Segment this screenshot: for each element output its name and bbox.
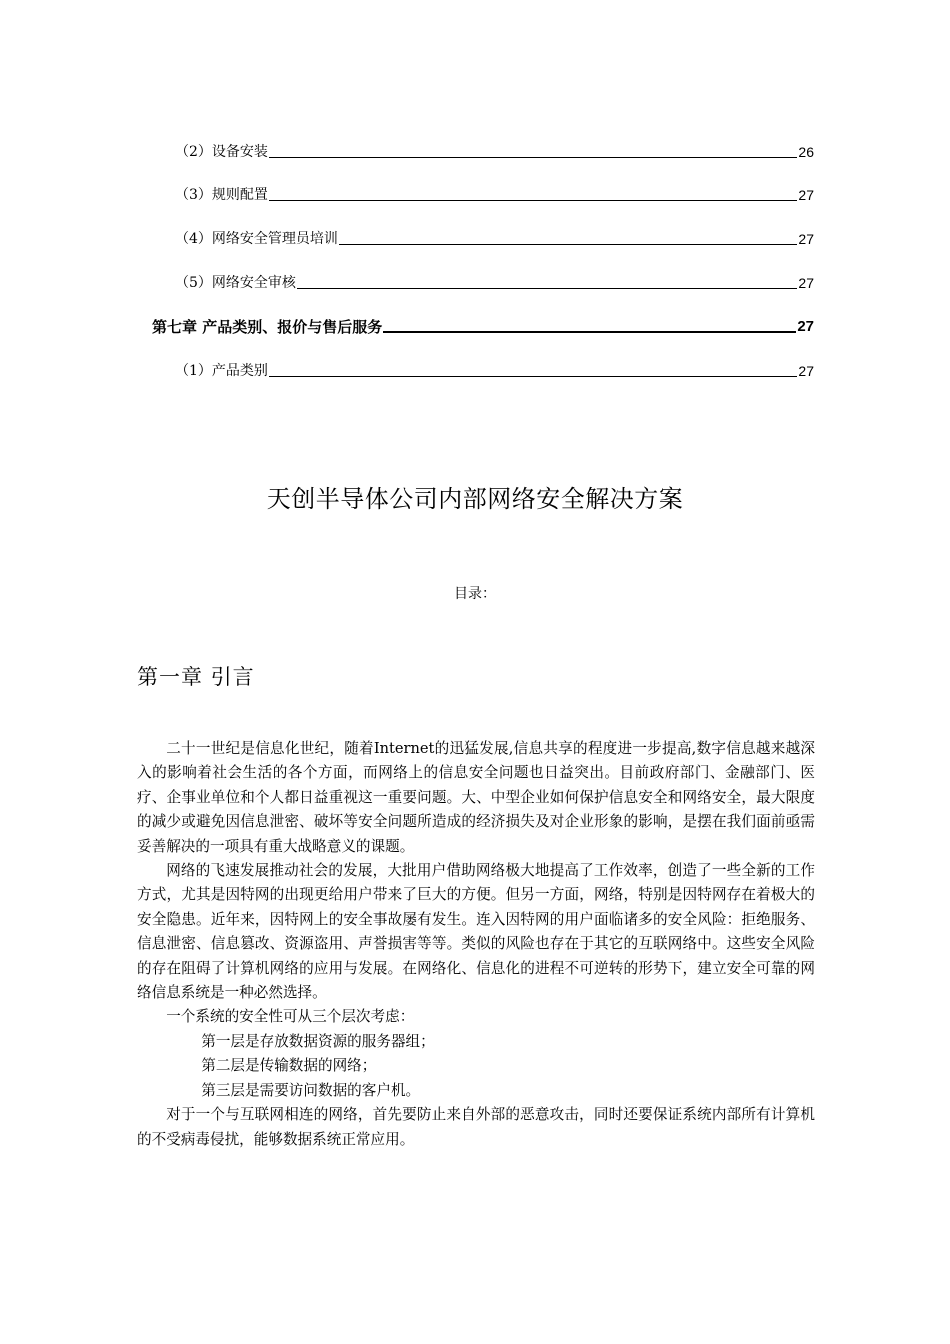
toc-entry[interactable]	[175, 139, 814, 161]
toc-heading: 目录：	[454, 586, 496, 602]
body-text	[137, 737, 815, 1152]
toc-entry[interactable]	[175, 226, 814, 248]
toc-entry-page: 27	[798, 275, 814, 291]
document-title: 天创半导体公司内部网络安全解决方案	[266, 485, 684, 513]
paragraph: 一个系统的安全性可从三个层次考虑：	[166, 1008, 415, 1026]
toc-entry-page: 27	[798, 187, 814, 203]
toc-leader-line	[269, 200, 798, 201]
toc-entry-label: （1）产品类别	[175, 363, 268, 379]
toc-leader-line	[297, 288, 798, 289]
toc-chapter-entry[interactable]	[152, 314, 814, 336]
toc-entry-label: 第七章 产品类别、报价与售后服务	[152, 318, 383, 336]
toc-entry-page: 27	[798, 231, 814, 247]
toc-leader-line	[339, 244, 798, 245]
toc-entry[interactable]	[175, 358, 814, 380]
paragraph: 网络的飞速发展推动社会的发展，大批用户借助网络极大地提高了工作效率，创造了一些全新的工作方式，尤其是因特网的出现更给用户带来了巨大的方便。但另一方面，网络，特别是因特网存在着极大的安全隐患。近年来，因特网上的安全事故屡有发生。连入因特网的用户面临诸多的安全风险：拒绝服务、信息泄密、信息篡改、资源盗用、声誉损害等等。类似的风险也存在于其它的互联网络中。这些安全风险的存在阻碍了计算机网络的应用与发展。在网络化、信息化的进程不可逆转的形势下，建立安全可靠的网络信息系统是一种必然选择。	[137, 862, 815, 1002]
toc-entry-label: （4）网络安全管理员培训	[175, 231, 338, 247]
toc-entry-label: （3）规则配置	[175, 187, 268, 203]
toc-leader-line	[269, 376, 798, 377]
paragraph: 对于一个与互联网相连的网络，首先要防止来自外部的恶意攻击，同时还要保证系统内部所有计算机的不受病毒侵扰，能够数据系统正常应用。	[137, 1106, 815, 1148]
toc-entry[interactable]	[175, 182, 814, 204]
toc-entry[interactable]	[175, 270, 814, 292]
paragraph: 二十一世纪是信息化世纪，随着Internet的迅猛发展,信息共享的程度进一步提高,数字信息越来越深入的影响着社会生活的各个方面，而网络上的信息安全问题也日益突出。目前政府部门、金融部门、医疗、企事业单位和个人都日益重视这一重要问题。大、中型企业如何保护信息安全和网络安全，最大限度的减少或避免因信息泄密、破坏等安全问题所造成的经济损失及对企业形象的影响，是摆在我们面前亟需妥善解决的一项具有重大战略意义的课题。	[137, 740, 815, 855]
layer-item: 第一层是存放数据资源的服务器组；	[201, 1032, 435, 1050]
toc-entry-label: （2）设备安装	[175, 144, 268, 160]
toc-entry-label: （5）网络安全审核	[175, 275, 296, 291]
chapter-heading: 第一章 引言	[137, 665, 255, 689]
toc-entry-page: 27	[797, 318, 814, 335]
toc-leader-line	[383, 331, 796, 333]
layer-item: 第二层是传输数据的网络；	[201, 1057, 377, 1075]
toc-entry-page: 26	[798, 144, 814, 160]
layer-item: 第三层是需要访问数据的客户机。	[201, 1081, 421, 1099]
toc-entry-page: 27	[798, 363, 814, 379]
toc-leader-line	[269, 157, 798, 158]
